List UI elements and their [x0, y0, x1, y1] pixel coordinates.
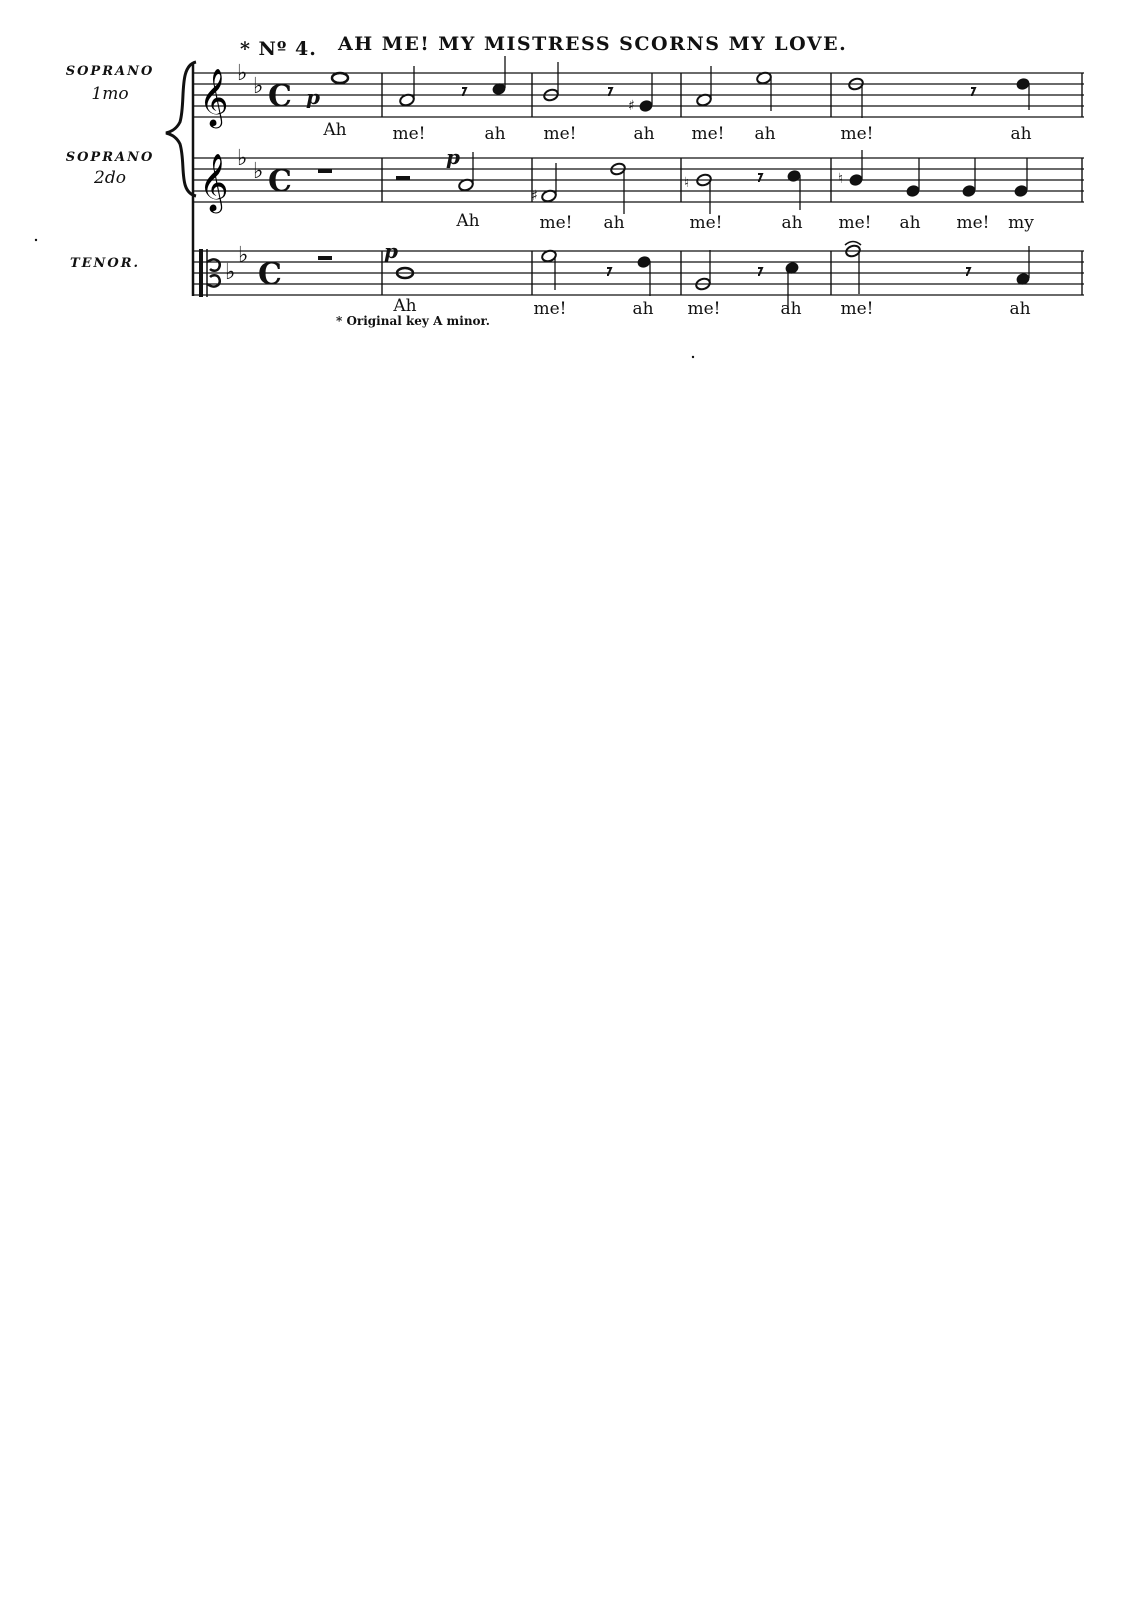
time-sig-1: C: [268, 79, 292, 114]
lyric-tenor: ah: [1009, 299, 1031, 319]
lyric-tenor: me!: [840, 299, 874, 319]
lyric-s2: ah: [899, 213, 921, 233]
time-sig-2: C: [268, 164, 292, 199]
voice-label-soprano-2: SOPRANO: [65, 150, 155, 165]
voice-label-tenor: TENOR.: [69, 256, 141, 271]
lyric-s1: me!: [691, 124, 725, 144]
dynamics: [306, 85, 460, 263]
svg-text:♭: ♭: [237, 146, 248, 171]
lyric-s1: ah: [484, 124, 506, 144]
lyric-tenor: me!: [533, 299, 567, 319]
svg-text:♭: ♭: [253, 74, 264, 99]
lyric-s1: me!: [543, 124, 577, 144]
svg-text:♮: ♮: [684, 175, 690, 191]
voice-sub-soprano-2: 2do: [94, 168, 126, 188]
piece-title: AH ME! MY MISTRESS SCORNS MY LOVE.: [338, 33, 848, 55]
lyric-tenor: ah: [780, 299, 802, 319]
lyric-s2: me!: [838, 213, 872, 233]
svg-text:♯: ♯: [628, 98, 635, 114]
dynamic-3: p: [384, 239, 398, 263]
lyric-tenor: Ah: [393, 296, 417, 316]
svg-text:♭: ♭: [238, 243, 249, 268]
voice-label-soprano-1: SOPRANO: [65, 64, 155, 79]
svg-text:♯: ♯: [531, 188, 538, 204]
voice-sub-soprano-1: 1mo: [91, 84, 129, 104]
lyric-s2: me!: [539, 213, 573, 233]
page-mark: [692, 356, 694, 358]
svg-text:♭: ♭: [237, 61, 248, 86]
page-mark: [35, 239, 37, 241]
lyric-s2: me!: [689, 213, 723, 233]
svg-text:♭: ♭: [225, 260, 236, 285]
time-sig-3: C: [258, 257, 282, 292]
svg-text:♮: ♮: [838, 171, 844, 187]
lyric-tenor: ah: [632, 299, 654, 319]
soprano-2-notes: [318, 150, 1028, 214]
lyric-s2: Ah: [456, 211, 480, 231]
lyric-s1: ah: [754, 124, 776, 144]
lyric-tenor: me!: [687, 299, 721, 319]
tenor-notes: [318, 242, 1030, 311]
staff-soprano-2: [193, 158, 1084, 202]
treble-clef-2: 𝄞: [199, 153, 229, 211]
svg-text:♭: ♭: [253, 159, 264, 184]
dynamic-2: p: [446, 145, 460, 169]
footnote: * Original key A minor.: [336, 314, 490, 328]
lyric-s1: Ah: [323, 120, 347, 140]
lyric-s2: my: [1008, 213, 1034, 233]
time-signatures: [258, 79, 292, 292]
piece-number: * Nº 4.: [240, 38, 317, 60]
staff-soprano-1: [193, 73, 1084, 117]
dynamic-1: p: [306, 85, 320, 109]
treble-clef-1: 𝄞: [199, 68, 229, 126]
lyric-s1: ah: [633, 124, 655, 144]
lyric-s1: me!: [392, 124, 426, 144]
lyric-s2: me!: [956, 213, 990, 233]
lyric-s2: ah: [781, 213, 803, 233]
lyric-s1: ah: [1010, 124, 1032, 144]
brace: [166, 62, 196, 196]
lyric-s1: me!: [840, 124, 874, 144]
lyric-s2: ah: [603, 213, 625, 233]
